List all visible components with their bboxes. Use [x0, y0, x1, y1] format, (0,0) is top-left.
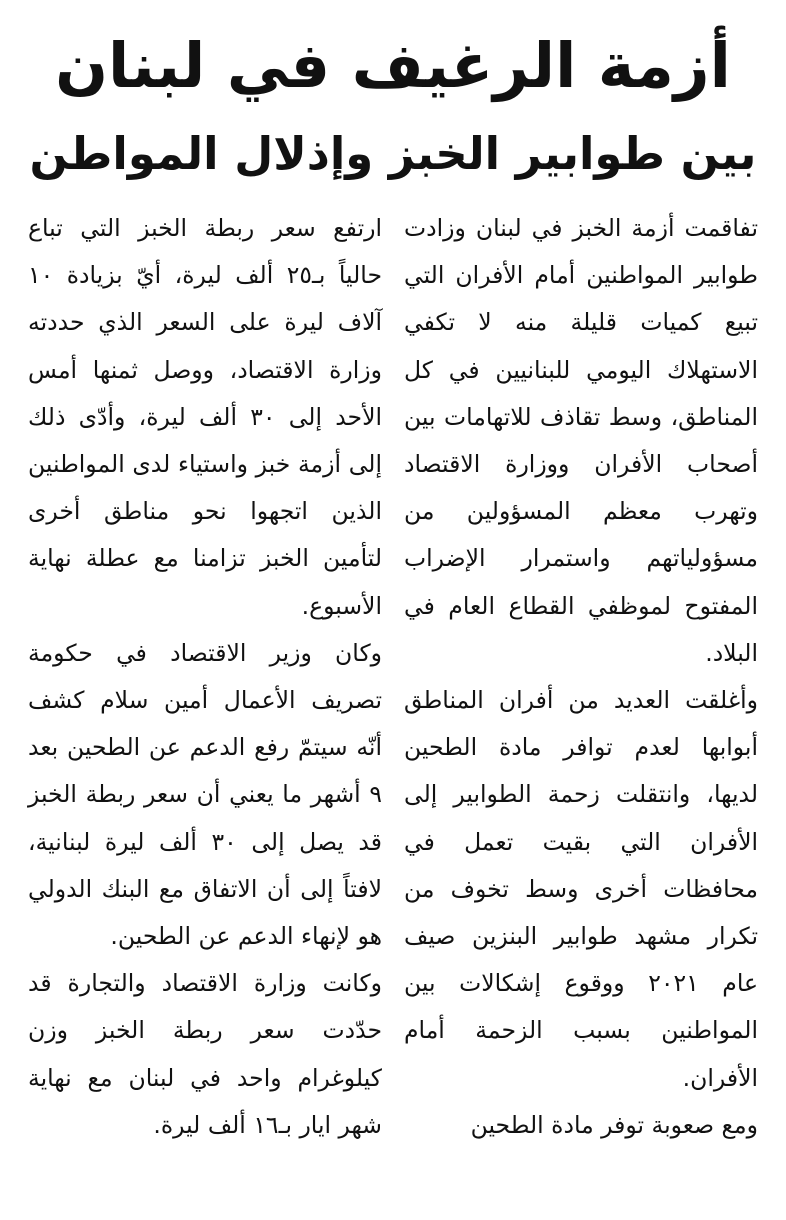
paragraph: تفاقمت أزمة الخبز في لبنان وزادت طوابير المواطنين أمام الأفران التي تبيع كميات قليلة منه لا تكفي الاستهلاك اليومي للبنانيين في كل المناطق، وسط تقاذف للاتهامات بين أصحاب الأفران ووزارة الاقتصاد وتهرب معظم المسؤولين من مسؤولياتهم واستمرار الإضراب المفتوح لموظفي القطاع العام في البلاد. — [404, 214, 758, 667]
headline-line-2: بين طوابير الخبز وإذلال المواطن — [29, 127, 757, 180]
article-headline — [28, 22, 758, 198]
right-column — [404, 205, 758, 1149]
left-column — [28, 205, 382, 1149]
paragraph: ومع صعوبة توفر مادة الطحين — [470, 1110, 758, 1139]
article-body — [28, 205, 758, 1149]
paragraph: ارتفع سعر ربطة الخبز التي تباع حالياً بـ٢٥ ألف ليرة، أيّ بزيادة ١٠ آلاف ليرة على السعر الذي حددته وزارة الاقتصاد، ووصل ثمنها أمس الأحد إلى ٣٠ ألف ليرة، وأدّى ذلك إلى أزمة خبز واستياء لدى المواطنين الذين اتجهوا نحو مناطق أخرى لتأمين الخبز تزامنا مع عطلة نهاية الأسبوع. — [28, 214, 382, 620]
paragraph: وكان وزير الاقتصاد في حكومة تصريف الأعمال أمين سلام كشف أنّه سيتمّ رفع الدعم عن الطحين بعد ٩ أشهر ما يعني أن سعر ربطة الخبز قد يصل إلى ٣٠ ألف ليرة لبنانية، لافتاً إلى أن الاتفاق مع البنك الدولي هو لإنهاء الدعم عن الطحين. — [28, 638, 382, 951]
headline-line-1: أزمة الرغيف في لبنان — [55, 29, 731, 102]
paragraph: وأغلقت العديد من أفران المناطق أبوابها لعدم توافر مادة الطحين لديها، وانتقلت زحمة الطوابير إلى الأفران التي بقيت تعمل في محافظات أخرى وسط تخوف من تكرار مشهد طوابير البنزين صيف عام ٢٠٢١ ووقوع إشكالات بين المواطنين بسبب الزحمة أمام الأفران. — [404, 686, 759, 1092]
paragraph: وكانت وزارة الاقتصاد والتجارة قد حدّدت سعر ربطة الخبز وزن كيلوغرام واحد في لبنان مع نهاية شهر ايار بـ١٦ ألف ليرة. — [28, 969, 382, 1139]
